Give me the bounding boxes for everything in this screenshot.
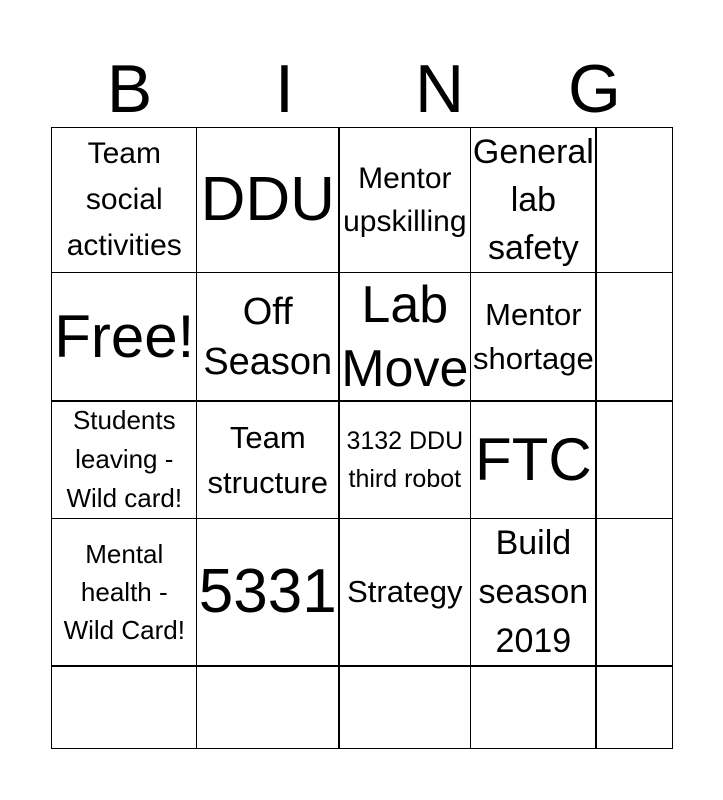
cell-text: Mentor shortage bbox=[473, 296, 594, 376]
bingo-cell-r1c1[interactable] bbox=[51, 127, 197, 273]
bingo-cell-r4c1[interactable] bbox=[51, 518, 197, 667]
bingo-cell-r1c5[interactable] bbox=[595, 127, 672, 273]
bingo-cell-r4c3[interactable] bbox=[338, 518, 471, 667]
cell-text: Free! bbox=[54, 302, 195, 370]
bingo-cell-r2c1[interactable] bbox=[51, 272, 197, 402]
cell-text: DDU bbox=[200, 165, 335, 235]
bingo-cell-r5c2[interactable] bbox=[196, 665, 340, 749]
cell-text: Lab Move bbox=[341, 275, 469, 398]
bingo-cell-r4c5[interactable] bbox=[595, 518, 672, 667]
cell-text: Strategy bbox=[347, 574, 463, 610]
bingo-cell-r1c4[interactable] bbox=[470, 127, 597, 273]
cell-text: Off Season bbox=[203, 290, 333, 383]
header-letter-i: I bbox=[275, 51, 294, 127]
bingo-cell-r3c2[interactable] bbox=[196, 400, 340, 519]
bingo-cell-r3c1[interactable] bbox=[51, 400, 197, 519]
header-letter-g: G bbox=[568, 51, 621, 127]
cell-text: Team structure bbox=[207, 419, 329, 500]
header-letter-b: B bbox=[106, 51, 153, 127]
bingo-cell-r4c4[interactable] bbox=[470, 518, 597, 667]
cell-text: 3132 DDU third robot bbox=[346, 426, 464, 493]
bingo-cell-r1c2[interactable] bbox=[196, 127, 340, 273]
bingo-cell-r4c2[interactable] bbox=[196, 518, 340, 667]
cell-text: 5331 bbox=[198, 557, 337, 627]
bingo-cell-r2c5[interactable] bbox=[595, 272, 672, 402]
bingo-cell-r2c2[interactable] bbox=[196, 272, 340, 402]
bingo-header bbox=[52, 52, 672, 126]
header-letter-n: N bbox=[414, 51, 465, 127]
bingo-cell-r3c4[interactable] bbox=[470, 400, 597, 519]
cell-text: Team social activities bbox=[66, 137, 182, 263]
bingo-cell-r5c1[interactable] bbox=[51, 665, 197, 749]
cell-text: Mentor upskilling bbox=[343, 162, 467, 239]
cell-text: Mental health - Wild Card! bbox=[63, 539, 185, 646]
bingo-cell-r3c3[interactable] bbox=[338, 400, 471, 519]
bingo-cell-r1c3[interactable] bbox=[338, 127, 471, 273]
bingo-cell-r5c3[interactable] bbox=[338, 665, 471, 749]
cell-text: Build season 2019 bbox=[478, 523, 589, 660]
bingo-cell-r3c5[interactable] bbox=[595, 400, 672, 519]
bingo-cell-r2c4[interactable] bbox=[470, 272, 597, 402]
cell-text: FTC bbox=[475, 425, 592, 493]
bingo-card-grid bbox=[52, 128, 672, 748]
bingo-cell-r5c5[interactable] bbox=[595, 665, 672, 749]
bingo-cell-r2c3[interactable] bbox=[338, 272, 471, 402]
cell-text: Students leaving - Wild card! bbox=[66, 405, 183, 514]
bingo-cell-r5c4[interactable] bbox=[470, 665, 597, 749]
cell-text: General lab safety bbox=[472, 133, 594, 268]
